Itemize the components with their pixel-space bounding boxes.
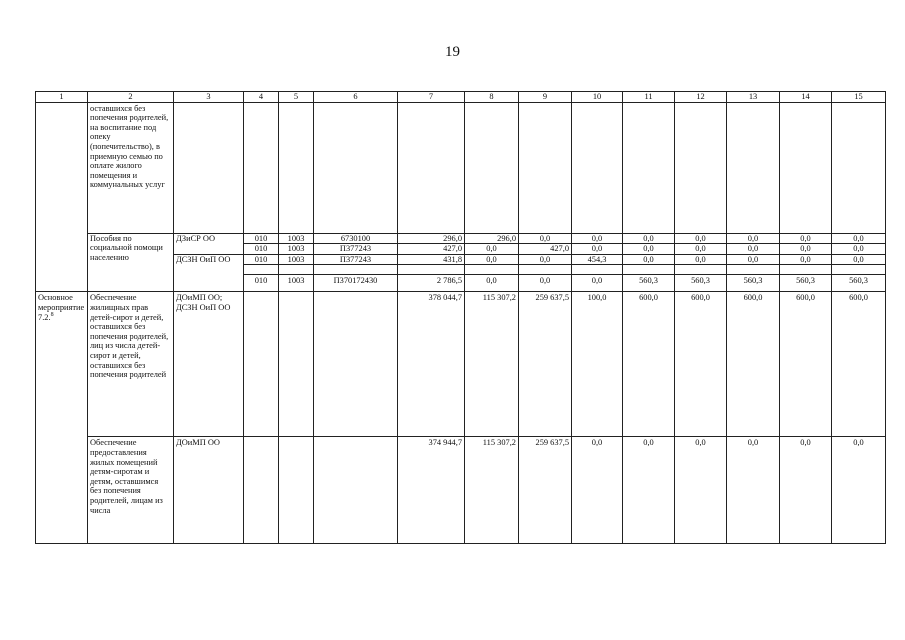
cell-value: 259 637,5 bbox=[519, 437, 572, 544]
cell-value: 378 044,7 bbox=[398, 292, 465, 437]
cell-value: 0,0 bbox=[519, 233, 572, 244]
table-row bbox=[36, 292, 886, 437]
cell-value: 600,0 bbox=[727, 292, 780, 437]
cell-value: 0,0 bbox=[519, 254, 572, 265]
cell-value: 2 786,5 bbox=[398, 275, 465, 292]
header-cell: 12 bbox=[675, 92, 727, 103]
page-number: 19 bbox=[445, 44, 460, 60]
cell-code: 1003 bbox=[279, 254, 314, 265]
cell-value: 560,3 bbox=[727, 275, 780, 292]
cell-value: 427,0 bbox=[398, 244, 465, 255]
cell-code: П370172430 bbox=[314, 275, 398, 292]
cell-value: 0,0 bbox=[832, 437, 886, 544]
cell-value: 115 307,2 bbox=[465, 437, 519, 544]
cell-code: П377243 bbox=[314, 244, 398, 255]
cell-value: 560,3 bbox=[623, 275, 675, 292]
budget-table bbox=[35, 91, 886, 544]
cell-value: 0,0 bbox=[727, 233, 780, 244]
table-row bbox=[36, 233, 886, 244]
cell-value: 0,0 bbox=[727, 437, 780, 544]
cell-value: 0,0 bbox=[675, 244, 727, 255]
cell-value: 427,0 bbox=[519, 244, 572, 255]
cell-value: 0,0 bbox=[675, 254, 727, 265]
cell-value: 600,0 bbox=[832, 292, 886, 437]
cell-value: 0,0 bbox=[832, 233, 886, 244]
cell-value: 0,0 bbox=[832, 244, 886, 255]
cell-code: 010 bbox=[244, 244, 279, 255]
cell-value: 0,0 bbox=[623, 233, 675, 244]
header-cell: 11 bbox=[623, 92, 675, 103]
cell-value: 0,0 bbox=[727, 244, 780, 255]
cell-executor: ДОиМП ОО; ДСЗН ОиП ОО bbox=[174, 292, 244, 437]
header-cell: 13 bbox=[727, 92, 780, 103]
cell-value: 0,0 bbox=[780, 233, 832, 244]
header-row bbox=[36, 92, 886, 103]
cell-value: 0,0 bbox=[572, 233, 623, 244]
cell-value: 600,0 bbox=[623, 292, 675, 437]
header-cell: 14 bbox=[780, 92, 832, 103]
cell-code: П377243 bbox=[314, 254, 398, 265]
header-cell: 8 bbox=[465, 92, 519, 103]
cell-code: 1003 bbox=[279, 244, 314, 255]
cell-value: 115 307,2 bbox=[465, 292, 519, 437]
cell-value: 259 637,5 bbox=[519, 292, 572, 437]
cell-value: 0,0 bbox=[675, 437, 727, 544]
cell-value: 600,0 bbox=[780, 292, 832, 437]
cell-value: 0,0 bbox=[465, 254, 519, 265]
table-row bbox=[36, 437, 886, 544]
cell-name: Обеспечение предоставления жилых помещений детям-сиротам и детям, оставшимся без попечения родителей, лицам из числа bbox=[88, 437, 174, 544]
cell-code: 010 bbox=[244, 254, 279, 265]
cell-measure-label bbox=[36, 292, 88, 544]
cell-name: оставшихся без попечения родителей, на воспитание под опеку (попечительство), в приемную семью по оплате жилого помещения и коммунальных услуг bbox=[88, 102, 174, 233]
header-cell: 10 bbox=[572, 92, 623, 103]
cell-value: 0,0 bbox=[623, 244, 675, 255]
cell-name: Пособия по социальной помощи населению bbox=[88, 233, 174, 292]
cell-value: 0,0 bbox=[780, 254, 832, 265]
cell-value: 0,0 bbox=[675, 233, 727, 244]
cell-value: 0,0 bbox=[465, 244, 519, 255]
cell-value: 600,0 bbox=[675, 292, 727, 437]
cell-value: 560,3 bbox=[675, 275, 727, 292]
cell-value: 100,0 bbox=[572, 292, 623, 437]
cell-value: 0,0 bbox=[832, 254, 886, 265]
footnote-mark: 8 bbox=[50, 311, 54, 318]
cell-executor: ДСЗН ОиП ОО bbox=[174, 254, 244, 292]
cell-value: 0,0 bbox=[519, 275, 572, 292]
cell-value: 560,3 bbox=[832, 275, 886, 292]
table-row bbox=[36, 102, 886, 233]
cell-code: 6730100 bbox=[314, 233, 398, 244]
cell-code: 010 bbox=[244, 233, 279, 244]
cell-name: Обеспечение жилищных прав детей-сирот и детей, оставшихся без попечения родителей, лиц из числа детей-сирот и детей, оставшихся без попечения родителей bbox=[88, 292, 174, 437]
cell-value: 0,0 bbox=[572, 437, 623, 544]
cell-value: 431,8 bbox=[398, 254, 465, 265]
header-cell: 9 bbox=[519, 92, 572, 103]
cell-value: 0,0 bbox=[465, 275, 519, 292]
header-cell: 1 bbox=[36, 92, 88, 103]
cell-value: 454,3 bbox=[572, 254, 623, 265]
header-cell: 7 bbox=[398, 92, 465, 103]
cell-value: 0,0 bbox=[780, 244, 832, 255]
cell-value: 0,0 bbox=[623, 437, 675, 544]
cell-code: 1003 bbox=[279, 275, 314, 292]
header-cell: 4 bbox=[244, 92, 279, 103]
cell-value: 0,0 bbox=[780, 437, 832, 544]
cell-value: 560,3 bbox=[780, 275, 832, 292]
cell-value: 374 944,7 bbox=[398, 437, 465, 544]
header-cell: 2 bbox=[88, 92, 174, 103]
cell-code: 010 bbox=[244, 275, 279, 292]
header-cell: 5 bbox=[279, 92, 314, 103]
cell-value: 0,0 bbox=[572, 244, 623, 255]
cell-value: 296,0 bbox=[398, 233, 465, 244]
cell-code: 1003 bbox=[279, 233, 314, 244]
cell-value: 0,0 bbox=[572, 275, 623, 292]
measure-label: Основное мероприятие 7.2. bbox=[38, 293, 85, 322]
cell-executor: ДЗиСР ОО bbox=[174, 233, 244, 254]
header-cell: 3 bbox=[174, 92, 244, 103]
cell-executor: ДОиМП ОО bbox=[174, 437, 244, 544]
header-cell: 15 bbox=[832, 92, 886, 103]
cell-value: 296,0 bbox=[465, 233, 519, 244]
cell-value: 0,0 bbox=[727, 254, 780, 265]
cell-value: 0,0 bbox=[623, 254, 675, 265]
header-cell: 6 bbox=[314, 92, 398, 103]
cell-measure-prev bbox=[36, 102, 88, 292]
